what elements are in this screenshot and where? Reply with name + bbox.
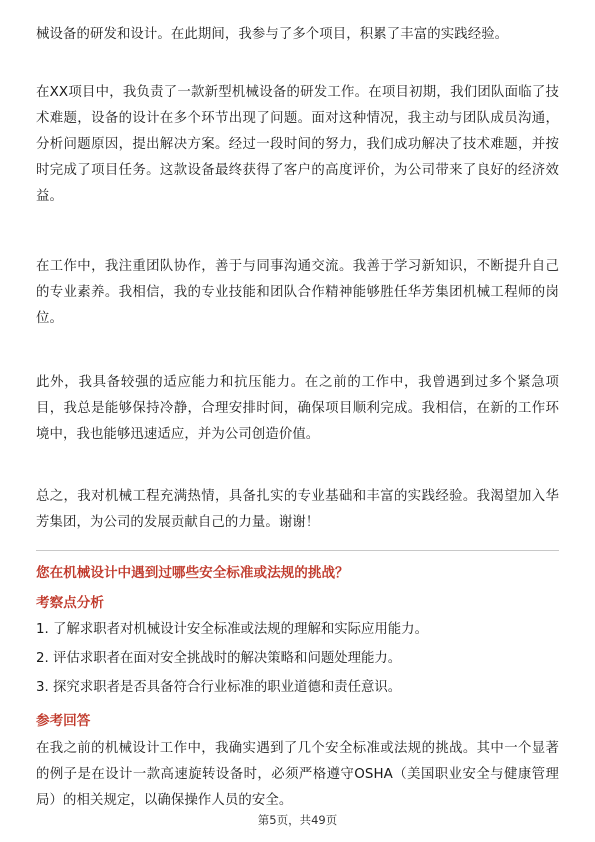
interview-question: 您在机械设计中遇到过哪些安全标准或法规的挑战？ — [36, 565, 349, 581]
analysis-point-3: 3. 探究求职者是否具备符合行业标准的职业道德和责任意识。 — [36, 680, 402, 695]
reference-title: 参考回答 — [36, 713, 91, 729]
paragraph-conclusion: 总之，我对机械工程充满热情，具备扎实的专业基础和丰富的实践经验。我渴望加入华芳集团，为公司的发展贡献自己的力量。谢谢！ — [36, 489, 559, 530]
paragraph-adaptability: 此外，我具备较强的适应能力和抗压能力。在之前的工作中，我曾遇到过多个紧急项目，我总是能够保持冷静，合理安排时间，确保项目顺利完成。我相信，在新的工作环境中，我也能够迅速适应，并为公司创造价值。 — [36, 375, 559, 442]
page-number: 第5页，共49页 — [257, 813, 338, 827]
section-divider — [36, 550, 559, 551]
reference-answer: 在我之前的机械设计工作中，我确实遇到了几个安全标准或法规的挑战。其中一个显著的例子是在设计一款高速旋转设备时，必须严格遵守OSHA（美国职业安全与健康管理局）的相关规定，以确保操作人员的安全。 — [36, 741, 559, 808]
paragraph-intro-end: 械设备的研发和设计。在此期间，我参与了多个项目，积累了丰富的实践经验。 — [36, 27, 509, 42]
analysis-point-2: 2. 评估求职者在面对安全挑战时的解决策略和问题处理能力。 — [36, 651, 402, 666]
paragraph-xx-project: 在XX项目中，我负责了一款新型机械设备的研发工作。在项目初期，我们团队面临了技术难题，设备的设计在多个环节出现了问题。面对这种情况，我主动与团队成员沟通，分析问题原因，提出解决方案。经过一段时间的努力，我们成功解决了技术难题，并按时完成了项目任务。这款设备最终获得了客户的高度评价，为公司带来了良好的经济效益。 — [36, 85, 559, 204]
paragraph-teamwork: 在工作中，我注重团队协作，善于与同事沟通交流。我善于学习新知识，不断提升自己的专业素养。我相信，我的专业技能和团队合作精神能够胜任华芳集团机械工程师的岗位。 — [36, 259, 559, 326]
analysis-point-1: 1. 了解求职者对机械设计安全标准或法规的理解和实际应用能力。 — [36, 622, 428, 637]
analysis-title: 考察点分析 — [36, 595, 104, 611]
